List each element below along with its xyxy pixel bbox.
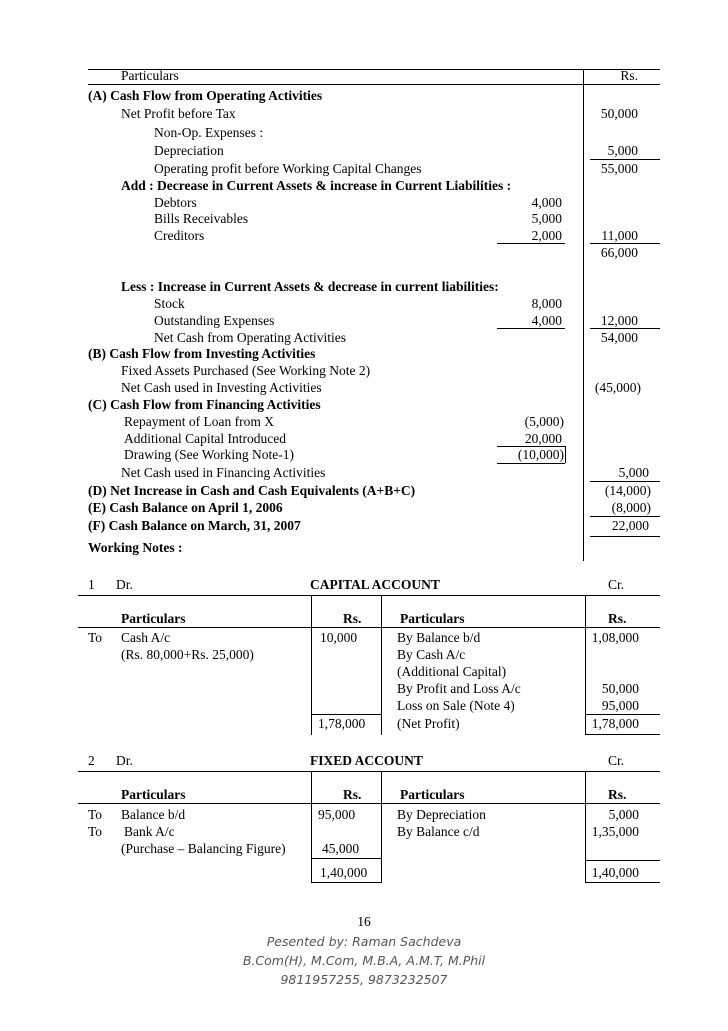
fixed-total-right: 1,40,000 (591, 865, 639, 880)
capital-h-rs-left: Rs. (343, 611, 362, 626)
rule (311, 714, 381, 715)
capital-to: To (88, 630, 103, 645)
br-label: Bills Receivables (154, 211, 249, 226)
capital-dr: Dr. (116, 577, 133, 592)
fixed-cr: Cr. (608, 753, 625, 768)
rule (497, 463, 565, 464)
section-a-heading: (A) Cash Flow from Operating Activities (88, 88, 323, 103)
rule (590, 516, 660, 517)
creditors-label: Creditors (154, 228, 205, 243)
rule (590, 481, 660, 482)
capital-r5-value: 95,000 (601, 698, 639, 713)
header-rs: Rs. (620, 68, 638, 83)
op-profit-label: Operating profit before Working Capital Changes (154, 161, 422, 176)
section-e: (E) Cash Balance on April 1, 2006 (88, 500, 283, 515)
section-c-heading: (C) Cash Flow from Financing Activities (88, 397, 321, 412)
net-financing-label: Net Cash used in Financing Activities (121, 465, 326, 480)
add-heading: Add : Decrease in Current Assets & increase in Current Liabilities : (121, 178, 512, 193)
rule (585, 860, 660, 861)
capital-r1-value: 1,08,000 (591, 630, 639, 645)
capital-r2: By Cash A/c (397, 647, 466, 662)
section-f-value: 22,000 (611, 518, 649, 533)
rule (590, 536, 660, 537)
capital-account-title: CAPITAL ACCOUNT (310, 577, 440, 592)
header-rule (88, 84, 660, 85)
capital-note-number: 1 (88, 577, 95, 592)
capital-h-particulars-right: Particulars (400, 611, 465, 626)
fixed-h-particulars-left: Particulars (121, 787, 186, 802)
section-d-value: (14,000) (604, 483, 651, 498)
capital-h-particulars-left: Particulars (121, 611, 186, 626)
fixed-r1: By Depreciation (397, 807, 486, 822)
stock-value: 8,000 (531, 296, 562, 311)
fixed-account-title: FIXED ACCOUNT (310, 753, 423, 768)
fixed-l2: Bank A/c (124, 824, 175, 839)
working-notes-heading: Working Notes : (88, 540, 183, 555)
rule (497, 446, 565, 447)
fixed-to-1: To (88, 807, 103, 822)
capital-total-left: 1,78,000 (318, 716, 366, 731)
section-e-value: (8,000) (611, 500, 651, 515)
fixed-assets-label: Fixed Assets Purchased (See Working Note 2) (121, 363, 371, 378)
fixed-note-number: 2 (88, 753, 95, 768)
fixed-total-left: 1,40,000 (320, 865, 368, 880)
ledger-divider (381, 595, 382, 735)
non-op-label: Non-Op. Expenses : (154, 125, 264, 140)
capital-h-rs-right: Rs. (608, 611, 627, 626)
net-operating-label: Net Cash from Operating Activities (154, 330, 346, 345)
fixed-l3-value: 45,000 (322, 841, 360, 856)
capital-r4-value: 50,000 (601, 681, 639, 696)
debtors-value: 4,000 (531, 195, 562, 210)
rule (565, 446, 566, 463)
ledger-top-rule (78, 771, 660, 772)
fixed-r2: By Balance c/d (397, 824, 480, 839)
depreciation-value: 5,000 (607, 143, 638, 158)
fixed-to-2: To (88, 824, 103, 839)
drawing-label: Drawing (See Working Note-1) (124, 447, 294, 462)
rule (497, 328, 565, 329)
capital-cash-detail: (Rs. 80,000+Rs. 25,000) (121, 647, 254, 662)
loan-value: (5,000) (524, 414, 564, 429)
ledger-header-rule (78, 627, 660, 628)
ledger-divider (381, 771, 382, 883)
less-heading: Less : Increase in Current Assets & decrease in current liabilities: (121, 279, 499, 294)
subtotal-value: 66,000 (600, 245, 638, 260)
ledger-header-rule (78, 803, 660, 804)
capital-total-right: 1,78,000 (591, 716, 639, 731)
rule (585, 734, 660, 735)
fixed-h-particulars-right: Particulars (400, 787, 465, 802)
rule (590, 243, 660, 244)
br-value: 5,000 (531, 211, 562, 226)
section-f: (F) Cash Balance on March, 31, 2007 (88, 518, 301, 533)
capital-r3: (Additional Capital) (397, 664, 507, 679)
qualifications-line: B.Com(H), M.Com, M.B.A, A.M.T, M.Phil (242, 953, 486, 968)
net-operating-value: 54,000 (600, 330, 638, 345)
section-d: (D) Net Increase in Cash and Cash Equivalents (A+B+C) (88, 483, 416, 498)
rule (311, 882, 381, 883)
capital-cash-value: 10,000 (320, 630, 358, 645)
rule (585, 714, 660, 715)
creditors-value: 2,000 (531, 228, 562, 243)
capital-r1: By Balance b/d (397, 630, 481, 645)
net-investing-label: Net Cash used in Investing Activities (121, 380, 322, 395)
capital-cr: Cr. (608, 577, 625, 592)
rule (497, 243, 565, 244)
net-investing-value: (45,000) (594, 380, 641, 395)
fixed-dr: Dr. (116, 753, 133, 768)
capital-label: Additional Capital Introduced (124, 431, 286, 446)
capital-cash: Cash A/c (121, 630, 171, 645)
net-profit-value: 50,000 (600, 106, 638, 121)
ledger-divider (311, 771, 312, 883)
capital-r4: By Profit and Loss A/c (397, 681, 521, 696)
rule (590, 328, 660, 329)
capital-value: 20,000 (524, 431, 562, 446)
fixed-r1-value: 5,000 (608, 807, 639, 822)
capital-r5: Loss on Sale (Note 4) (397, 698, 515, 713)
net-profit-label: Net Profit before Tax (121, 106, 236, 121)
fixed-r2-value: 1,35,000 (591, 824, 639, 839)
rule (311, 858, 381, 859)
loan-label: Repayment of Loan from X (124, 414, 274, 429)
stock-label: Stock (154, 296, 185, 311)
debtors-label: Debtors (154, 195, 197, 210)
less-total: 12,000 (600, 313, 638, 328)
section-b-heading: (B) Cash Flow from Investing Activities (88, 346, 316, 361)
op-profit-value: 55,000 (600, 161, 638, 176)
oe-label: Outstanding Expenses (154, 313, 275, 328)
fixed-l1-value: 95,000 (318, 807, 356, 822)
header-particulars: Particulars (121, 68, 179, 83)
ledger-top-rule (78, 595, 660, 596)
page-number: 16 (357, 914, 371, 929)
fixed-h-rs-left: Rs. (343, 787, 362, 802)
fixed-h-rs-right: Rs. (608, 787, 627, 802)
fixed-l3: (Purchase – Balancing Figure) (121, 841, 286, 856)
drawing-value: (10,000) (517, 447, 564, 462)
capital-r6: (Net Profit) (397, 716, 460, 731)
presenter-line: Pesented by: Raman Sachdeva (266, 934, 462, 949)
fixed-l1: Balance b/d (121, 807, 186, 822)
phone-line: 9811957255, 9873232507 (280, 972, 448, 987)
oe-value: 4,000 (531, 313, 562, 328)
rule (590, 159, 660, 160)
net-financing-value: 5,000 (618, 465, 649, 480)
rule (585, 882, 660, 883)
add-total: 11,000 (601, 228, 638, 243)
depreciation-label: Depreciation (154, 143, 224, 158)
